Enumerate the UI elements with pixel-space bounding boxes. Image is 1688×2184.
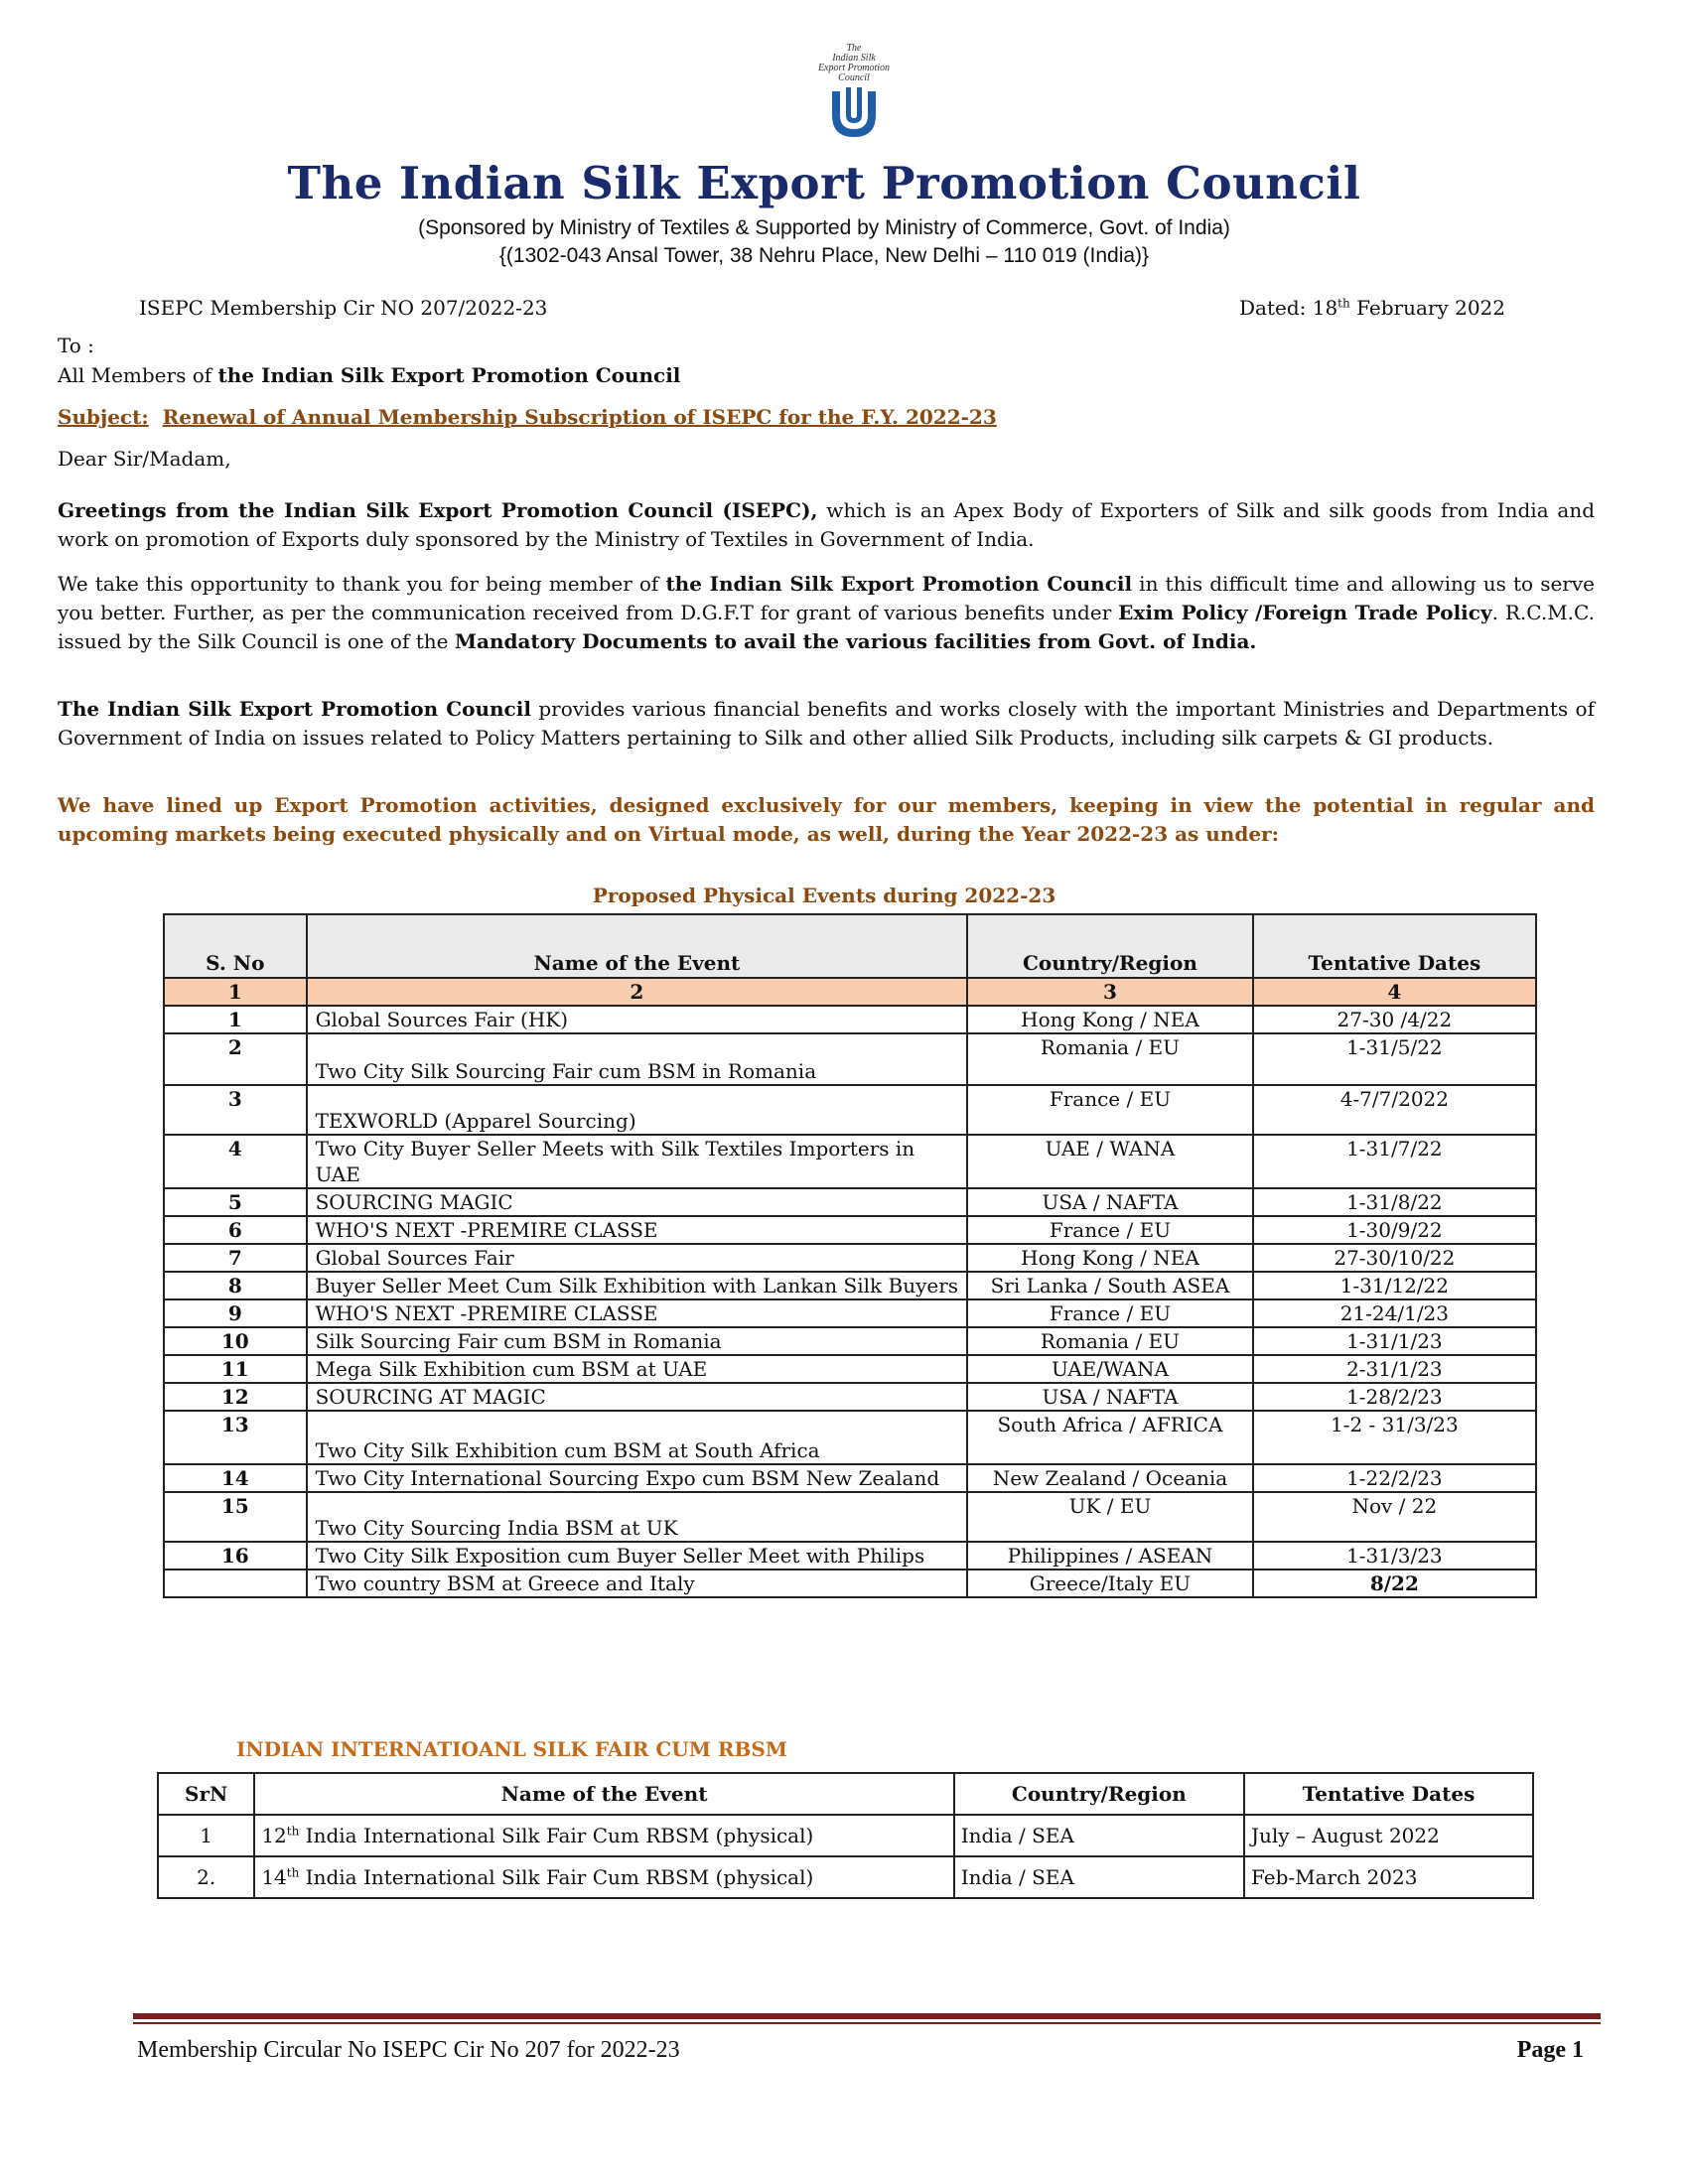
- event-country: France / EU: [967, 1299, 1253, 1327]
- table-row: [164, 1244, 1536, 1272]
- event-country: Hong Kong / NEA: [967, 1244, 1253, 1272]
- table-row: [164, 1411, 1536, 1464]
- table-row: [164, 1085, 1536, 1135]
- subject-line: [58, 405, 997, 429]
- event-country: France / EU: [967, 1085, 1253, 1135]
- event-dates: 1-31/12/22: [1253, 1272, 1536, 1299]
- p2-bold: Mandatory Documents to avail the various facilities from Govt. of India.: [454, 629, 1257, 653]
- table-row: [164, 1383, 1536, 1411]
- silk-fair-table: [157, 1772, 1534, 1899]
- event-dates: Nov / 22: [1253, 1492, 1536, 1542]
- subject-label: Subject:: [58, 405, 149, 429]
- fair-name-text: India International Silk Fair Cum RBSM (physical): [299, 1824, 814, 1847]
- physical-events-heading: Proposed Physical Events during 2022-23: [592, 884, 1056, 907]
- silk-emblem-icon: [826, 85, 882, 141]
- event-country: New Zealand / Oceania: [967, 1464, 1253, 1492]
- event-name: Global Sources Fair: [307, 1244, 968, 1272]
- date-sup: th: [1337, 296, 1350, 311]
- event-sno: 8: [164, 1272, 307, 1299]
- event-country: Sri Lanka / South ASEA: [967, 1272, 1253, 1299]
- table-row: [164, 1542, 1536, 1570]
- event-sno: 4: [164, 1135, 307, 1188]
- table-row: [164, 1327, 1536, 1355]
- event-name: Mega Silk Exhibition cum BSM at UAE: [307, 1355, 968, 1383]
- column-header: Country/Region: [954, 1773, 1244, 1815]
- event-country: Hong Kong / NEA: [967, 1006, 1253, 1033]
- event-name: SOURCING AT MAGIC: [307, 1383, 968, 1411]
- fair-edition: 14: [261, 1865, 287, 1889]
- p1-bold: Greetings from the Indian Silk Export Promotion Council (ISEPC),: [58, 498, 818, 522]
- table-row: [164, 1188, 1536, 1216]
- logo-text: [804, 44, 904, 83]
- table-row: [164, 1033, 1536, 1085]
- addressee-prefix: All Members of: [58, 363, 218, 387]
- event-dates: 1-31/7/22: [1253, 1135, 1536, 1188]
- event-name: WHO'S NEXT -PREMIRE CLASSE: [307, 1216, 968, 1244]
- event-dates: 27-30/10/22: [1253, 1244, 1536, 1272]
- event-sno: 15: [164, 1492, 307, 1542]
- column-header: Tentative Dates: [1244, 1773, 1533, 1815]
- fair-dates: July – August 2022: [1244, 1815, 1533, 1856]
- event-name: Two City Buyer Seller Meets with Silk Textiles Importers in UAE: [307, 1135, 968, 1188]
- table-row: [164, 1464, 1536, 1492]
- table-row: [164, 1492, 1536, 1542]
- column-header: Country/Region: [967, 914, 1253, 978]
- paragraph-greetings: [58, 496, 1595, 554]
- event-country: Romania / EU: [967, 1327, 1253, 1355]
- address-line: {(1302-043 Ansal Tower, 38 Nehru Place, New Delhi – 110 019 (India)}: [498, 244, 1150, 267]
- fair-srn: 1: [158, 1815, 254, 1856]
- column-number: 4: [1253, 978, 1536, 1006]
- fair-name-text: India International Silk Fair Cum RBSM (physical): [299, 1865, 814, 1889]
- event-sno: 5: [164, 1188, 307, 1216]
- column-number: 3: [967, 978, 1253, 1006]
- event-sno: 10: [164, 1327, 307, 1355]
- footer-rule: [133, 2013, 1601, 2019]
- table-row: [164, 1272, 1536, 1299]
- column-number-row: [164, 978, 1536, 1006]
- fair-edition: 12: [261, 1824, 287, 1847]
- logo-text-line: Indian Silk: [832, 53, 876, 64]
- fair-name: [254, 1856, 953, 1898]
- paragraph-thanks: [58, 570, 1595, 656]
- paragraph-benefits: [58, 695, 1595, 752]
- column-number: 2: [307, 978, 968, 1006]
- event-dates: 1-31/3/23: [1253, 1542, 1536, 1570]
- paragraph-activities: We have lined up Export Promotion activities, designed exclusively for our members, keeping in view the potential in regular and upcoming markets being executed physically and on Virtual mode, as well, during the Year 2022-23 as under:: [58, 793, 1595, 846]
- event-dates: 1-30/9/22: [1253, 1216, 1536, 1244]
- table-row: [158, 1856, 1533, 1898]
- event-sno: 14: [164, 1464, 307, 1492]
- event-sno: 7: [164, 1244, 307, 1272]
- event-sno: 9: [164, 1299, 307, 1327]
- event-country: Romania / EU: [967, 1033, 1253, 1085]
- event-sno: 16: [164, 1542, 307, 1570]
- logo-text-line: Council: [838, 72, 870, 83]
- event-dates: 1-28/2/23: [1253, 1383, 1536, 1411]
- council-title: The Indian Silk Export Promotion Council: [287, 157, 1361, 209]
- event-name: Buyer Seller Meet Cum Silk Exhibition with Lankan Silk Buyers: [307, 1272, 968, 1299]
- date-prefix: Dated: 18: [1238, 296, 1338, 320]
- event-sno: 13: [164, 1411, 307, 1464]
- event-name: WHO'S NEXT -PREMIRE CLASSE: [307, 1299, 968, 1327]
- event-name: Silk Sourcing Fair cum BSM in Romania: [307, 1327, 968, 1355]
- event-dates: 1-31/1/23: [1253, 1327, 1536, 1355]
- fair-srn: 2.: [158, 1856, 254, 1898]
- event-name: Global Sources Fair (HK): [307, 1006, 968, 1033]
- event-dates: 1-2 - 31/3/23: [1253, 1411, 1536, 1464]
- event-country: Greece/Italy EU: [967, 1570, 1253, 1597]
- event-dates: 1-31/5/22: [1253, 1033, 1536, 1085]
- physical-events-table: [163, 913, 1537, 1598]
- table-row: [164, 1135, 1536, 1188]
- date-suffix: February 2022: [1349, 296, 1505, 320]
- column-header: Name of the Event: [307, 914, 968, 978]
- event-country: France / EU: [967, 1216, 1253, 1244]
- event-name: SOURCING MAGIC: [307, 1188, 968, 1216]
- salutation: Dear Sir/Madam,: [58, 447, 231, 471]
- event-name: Two City Silk Exposition cum Buyer Seller Meet with Philips: [307, 1542, 968, 1570]
- addressee-line: [58, 363, 680, 387]
- event-dates: 1-22/2/23: [1253, 1464, 1536, 1492]
- event-sno: 11: [164, 1355, 307, 1383]
- p1-text: which is an Apex Body of Exporters of Silk and silk goods from India and work on promotion of Exports duly sponsored by the Ministry of Textiles in Government of India.: [58, 498, 1596, 551]
- table-row: [164, 1299, 1536, 1327]
- page-number: Page 1: [1516, 2037, 1584, 2063]
- p2-text: in this difficult time and allowing us to serve you better. Further, as per the communication received from D.G.F.T for grant of various benefits under: [58, 572, 1595, 624]
- fair-country: India / SEA: [954, 1856, 1244, 1898]
- sponsor-line: (Sponsored by Ministry of Textiles & Supported by Ministry of Commerce, Govt. of India): [418, 216, 1230, 239]
- subject-text: Renewal of Annual Membership Subscription of ISEPC for the F.Y. 2022-23: [162, 405, 997, 429]
- column-number: 1: [164, 978, 307, 1006]
- event-sno: [164, 1570, 307, 1597]
- council-logo: [804, 44, 904, 141]
- column-header: SrN: [158, 1773, 254, 1815]
- logo-text-line: The: [846, 43, 862, 54]
- event-country: UAE/WANA: [967, 1355, 1253, 1383]
- event-dates: 4-7/7/2022: [1253, 1085, 1536, 1135]
- event-country: USA / NAFTA: [967, 1188, 1253, 1216]
- footer-rule: [133, 2022, 1601, 2024]
- column-header: S. No: [164, 914, 307, 978]
- p2-bold: Exim Policy /Foreign Trade Policy: [1118, 601, 1492, 624]
- event-sno: 3: [164, 1085, 307, 1135]
- event-country: UK / EU: [967, 1492, 1253, 1542]
- table-row: [164, 1006, 1536, 1033]
- event-dates: 1-31/8/22: [1253, 1188, 1536, 1216]
- p2-text: . R.C.M.C. issued by the Silk Council is one of the: [58, 601, 1595, 653]
- circular-number: ISEPC Membership Cir NO 207/2022-23: [139, 296, 548, 320]
- event-sno: 6: [164, 1216, 307, 1244]
- event-name: Two country BSM at Greece and Italy: [307, 1570, 968, 1597]
- p2-text: We take this opportunity to thank you for being member of: [58, 572, 666, 596]
- table-header-row: [158, 1773, 1533, 1815]
- column-header: Name of the Event: [254, 1773, 953, 1815]
- silk-fair-heading: INDIAN INTERNATIOANL SILK FAIR CUM RBSM: [236, 1737, 787, 1761]
- event-country: UAE / WANA: [967, 1135, 1253, 1188]
- event-name: Two City International Sourcing Expo cum BSM New Zealand: [307, 1464, 968, 1492]
- p3-bold: The Indian Silk Export Promotion Council: [58, 697, 531, 721]
- p3-text: provides various financial benefits and works closely with the important Ministries and Departments of Government of India on issues related to Policy Matters pertaining to Silk and other allied Silk Products, including silk carpets & GI products.: [58, 697, 1595, 750]
- event-name: Two City Silk Exhibition cum BSM at South Africa: [307, 1411, 968, 1464]
- column-header: Tentative Dates: [1253, 914, 1536, 978]
- table-header-row: [164, 914, 1536, 978]
- fair-edition-sup: th: [286, 1824, 300, 1839]
- table-row: [164, 1355, 1536, 1383]
- event-name: Two City Sourcing India BSM at UK: [307, 1492, 968, 1542]
- event-dates: 2-31/1/23: [1253, 1355, 1536, 1383]
- fair-edition-sup: th: [286, 1865, 300, 1880]
- event-country: Philippines / ASEAN: [967, 1542, 1253, 1570]
- fair-country: India / SEA: [954, 1815, 1244, 1856]
- addressee-bold: the Indian Silk Export Promotion Council: [217, 363, 681, 387]
- event-name: Two City Silk Sourcing Fair cum BSM in Romania: [307, 1033, 968, 1085]
- event-dates: 21-24/1/23: [1253, 1299, 1536, 1327]
- table-row: [164, 1216, 1536, 1244]
- event-country: South Africa / AFRICA: [967, 1411, 1253, 1464]
- event-sno: 1: [164, 1006, 307, 1033]
- event-country: USA / NAFTA: [967, 1383, 1253, 1411]
- table-row: [158, 1815, 1533, 1856]
- p2-bold: the Indian Silk Export Promotion Council: [665, 572, 1133, 596]
- table-row: [164, 1570, 1536, 1597]
- circular-date: [1239, 296, 1505, 320]
- event-sno: 12: [164, 1383, 307, 1411]
- to-label: To :: [58, 334, 94, 357]
- event-dates: 27-30 /4/22: [1253, 1006, 1536, 1033]
- logo-text-line: Export Promotion: [817, 63, 891, 73]
- event-sno: 2: [164, 1033, 307, 1085]
- fair-name: [254, 1815, 953, 1856]
- event-name: TEXWORLD (Apparel Sourcing): [307, 1085, 968, 1135]
- event-dates: 8/22: [1253, 1570, 1536, 1597]
- footer-circular-label: Membership Circular No ISEPC Cir No 207 for 2022-23: [137, 2037, 680, 2063]
- fair-dates: Feb-March 2023: [1244, 1856, 1533, 1898]
